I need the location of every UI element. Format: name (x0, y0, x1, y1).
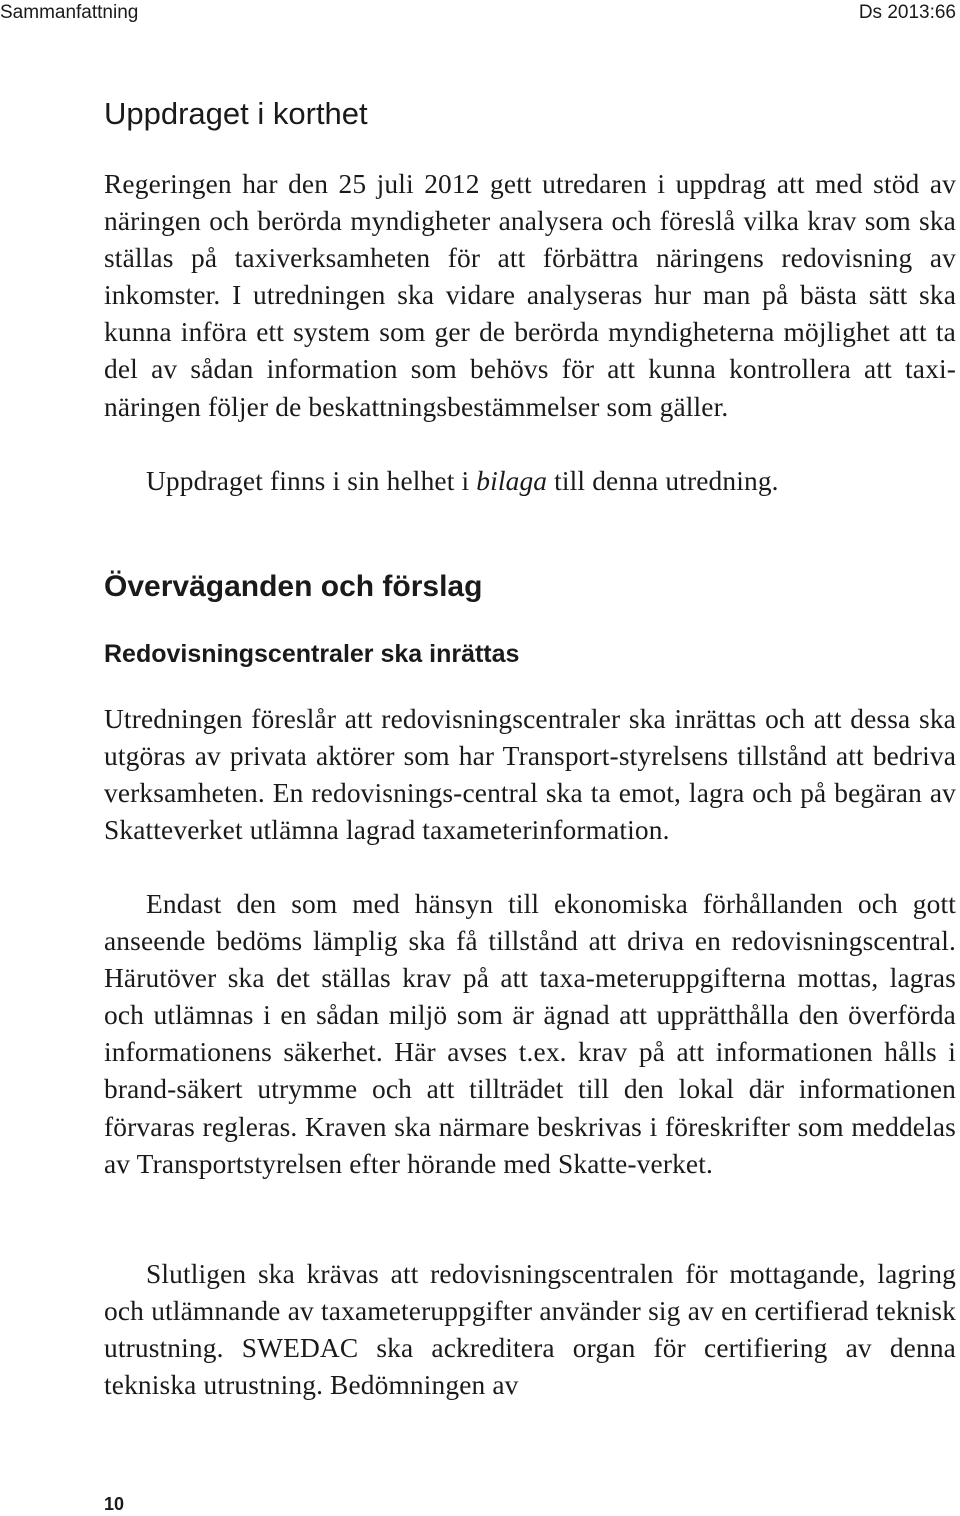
page-number: 10 (104, 1494, 125, 1514)
section-heading-overvaganden: Överväganden och förslag (104, 570, 483, 603)
subsection-heading-redovisningscentraler: Redovisningscentraler ska inrättas (104, 640, 520, 668)
paragraph-text: Uppdraget finns i sin helhet i (146, 466, 477, 496)
paragraph-forslag-3: Slutligen ska krävas att redovisningscentralen för mottagande, lagring och utlämnande av taxameteruppgifter använder sig av en certifierad teknisk utrustning. SWEDAC ska ackreditera organ för certifiering av denna tekniska utrustning. Bedömningen av (104, 1259, 956, 1401)
section-heading-uppdraget: Uppdraget i korthet (104, 96, 368, 131)
bilaga-italic: bilaga (476, 466, 548, 496)
paragraph-text: till denna utredning. (547, 466, 779, 496)
paragraph-forslag-2: Endast den som med hänsyn till ekonomiska förhållanden och gott anseende bedöms lämplig ska få tillstånd att driva en redovisningscentral. Härutöver ska det ställas krav på att taxa-meteruppgifterna mottas, lagras och utlämnas i en sådan miljö som är ägnad att upprätthålla den överförda informationens säkerhet. Här avses t.ex. krav på att informationen hålls i brand-säkert utrymme och att tillträdet till den lokal där informationen förvaras regleras. Kraven ska närmare beskrivas i föreskrifter som meddelas av Transportstyrelsen efter hörande med Skatte-verket. (104, 889, 956, 1179)
paragraph-forslag-1: Utredningen föreslår att redovisningscentraler ska inrättas och att dessa ska utgöras av privata aktörer som har Transport-styrelsens tillstånd att bedriva verksamheten. En redovisnings-central ska ta emot, lagra och på begäran av Skatteverket utlämna lagrad taxameterinformation. (104, 704, 956, 846)
header-chapter-title: Sammanfattning (0, 2, 139, 23)
header-document-id: Ds 2013:66 (858, 2, 956, 23)
paragraph-bilaga-reference (104, 463, 956, 500)
paragraph-uppdraget: Regeringen har den 25 juli 2012 gett utredaren i uppdrag att med stöd av näringen och berörda myndigheter analysera och föreslå vilka krav som ska ställas på taxiverksamheten för att förbättra näringens redovisning av inkomster. I utredningen ska vidare analyseras hur man på bästa sätt ska kunna införa ett system som ger de berörda myndigheterna möjlighet att ta del av sådan information som behövs för att kunna kontrollera att taxi-näringen följer de beskattningsbestämmelser som gäller. (104, 169, 956, 422)
running-header (0, 0, 960, 26)
